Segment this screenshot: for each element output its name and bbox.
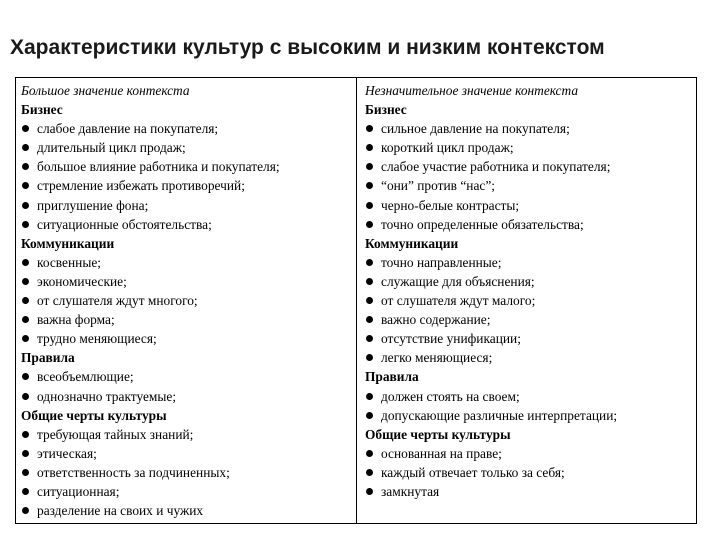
list-item-text: точно определенные обязательства;: [381, 216, 584, 232]
list-item-text: легко меняющиеся;: [381, 350, 493, 366]
list-item-text: требующая тайных знаний;: [37, 426, 194, 442]
list-item-text: короткий цикл продаж;: [381, 140, 514, 156]
bullet-list: [365, 119, 692, 234]
list-item: [21, 501, 352, 520]
list-item: [21, 482, 352, 501]
list-item-text: ответственность за подчиненных;: [37, 464, 230, 480]
bullet-list: [21, 367, 352, 405]
bullet-icon: [366, 354, 373, 361]
bullet-icon: [366, 278, 373, 285]
list-item-text: ситуационная;: [37, 483, 120, 499]
list-item-text: большое влияние работника и покупателя;: [37, 159, 280, 175]
list-item: [21, 310, 352, 329]
column-header: Незначительное значение контекста: [365, 83, 579, 98]
column-low-context: [357, 78, 696, 523]
bullet-list: [21, 425, 352, 520]
list-item-text: черно-белые контрасты;: [381, 197, 520, 213]
list-item: [365, 119, 692, 138]
bullet-icon: [366, 182, 373, 189]
bullet-icon: [366, 163, 373, 170]
list-item-text: служащие для объяснения;: [381, 273, 535, 289]
bullet-icon: [366, 297, 373, 304]
bullet-icon: [22, 393, 29, 400]
list-item-text: косвенные;: [37, 254, 101, 270]
list-item-text: отсутствие унификации;: [381, 331, 521, 347]
bullet-icon: [22, 182, 29, 189]
list-item: [21, 387, 352, 406]
column-high-context: [16, 78, 357, 523]
list-item-text: экономические;: [37, 273, 127, 289]
list-item-text: точно направленные;: [381, 254, 502, 270]
bullet-icon: [22, 297, 29, 304]
list-item-text: замкнутая: [381, 483, 440, 499]
list-item: [365, 387, 692, 406]
bullet-list: [365, 253, 692, 368]
section-title: Бизнес: [365, 102, 407, 118]
list-item: [21, 463, 352, 482]
list-item-text: однозначно трактуемые;: [37, 388, 177, 404]
list-item: [365, 138, 692, 157]
bullet-icon: [366, 202, 373, 209]
list-item: [21, 196, 352, 215]
bullet-icon: [366, 393, 373, 400]
bullet-icon: [22, 431, 29, 438]
list-item-text: разделение на своих и чужих: [37, 503, 204, 519]
bullet-icon: [366, 316, 373, 323]
list-item: [21, 176, 352, 195]
list-item-text: “они” против “нас”;: [381, 178, 495, 194]
list-item: [365, 272, 692, 291]
list-item-text: трудно меняющиеся;: [37, 331, 157, 347]
list-item-text: всеобъемлющие;: [37, 369, 134, 385]
list-item: [21, 138, 352, 157]
list-item: [365, 463, 692, 482]
list-item: [365, 253, 692, 272]
list-item-text: должен стоять на своем;: [381, 388, 520, 404]
bullet-icon: [366, 469, 373, 476]
bullet-icon: [366, 488, 373, 495]
list-item-text: стремление избежать противоречий;: [37, 178, 245, 194]
section-title: Общие черты культуры: [21, 407, 167, 423]
list-item: [365, 157, 692, 176]
list-item: [365, 444, 692, 463]
list-item: [365, 176, 692, 195]
section-title: Правила: [21, 350, 75, 366]
list-item: [21, 119, 352, 138]
list-item: [365, 196, 692, 215]
page-title: Характеристики культур с высоким и низким контекстом: [10, 36, 605, 59]
bullet-icon: [366, 412, 373, 419]
bullet-icon: [366, 450, 373, 457]
bullet-icon: [22, 373, 29, 380]
list-item: [21, 425, 352, 444]
bullet-list: [365, 444, 692, 501]
bullet-icon: [22, 202, 29, 209]
bullet-icon: [366, 125, 373, 132]
section-title: Коммуникации: [365, 235, 459, 251]
column-header: Большое значение контекста: [21, 83, 190, 98]
list-item: [365, 406, 692, 425]
bullet-icon: [22, 144, 29, 151]
list-item: [365, 291, 692, 310]
list-item: [21, 329, 352, 348]
bullet-list: [21, 119, 352, 234]
list-item: [21, 367, 352, 386]
list-item-text: ситуационные обстоятельства;: [37, 216, 212, 232]
list-item: [21, 444, 352, 463]
bullet-icon: [366, 144, 373, 151]
bullet-icon: [22, 469, 29, 476]
list-item-text: этическая;: [37, 445, 97, 461]
section-title: Бизнес: [21, 102, 63, 118]
list-item-text: слабое давление на покупателя;: [37, 121, 219, 137]
list-item-text: приглушение фона;: [37, 197, 149, 213]
list-item-text: сильное давление на покупателя;: [381, 121, 570, 137]
bullet-icon: [22, 125, 29, 132]
list-item: [365, 215, 692, 234]
bullet-icon: [22, 163, 29, 170]
bullet-icon: [22, 488, 29, 495]
list-item: [365, 329, 692, 348]
list-item-text: каждый отвечает только за себя;: [381, 464, 565, 480]
bullet-list: [21, 253, 352, 348]
list-item: [365, 310, 692, 329]
bullet-icon: [22, 221, 29, 228]
list-item: [21, 253, 352, 272]
bullet-icon: [22, 259, 29, 266]
list-item-text: основанная на праве;: [381, 445, 502, 461]
list-item: [21, 157, 352, 176]
list-item-text: важна форма;: [37, 312, 115, 328]
bullet-icon: [22, 335, 29, 342]
list-item-text: от слушателя ждут малого;: [381, 293, 536, 309]
section-title: Коммуникации: [21, 235, 115, 251]
bullet-icon: [22, 507, 29, 514]
comparison-table: [15, 77, 697, 524]
list-item-text: слабое участие работника и покупателя;: [381, 159, 611, 175]
bullet-icon: [22, 278, 29, 285]
list-item: [21, 215, 352, 234]
section-title: Общие черты культуры: [365, 426, 511, 442]
section-title: Правила: [365, 369, 419, 385]
bullet-icon: [366, 259, 373, 266]
list-item: [365, 348, 692, 367]
list-item-text: длительный цикл продаж;: [37, 140, 186, 156]
bullet-icon: [366, 221, 373, 228]
bullet-icon: [22, 450, 29, 457]
list-item-text: важно содержание;: [381, 312, 491, 328]
list-item-text: допускающие различные интерпретации;: [381, 407, 618, 423]
list-item: [21, 291, 352, 310]
bullet-icon: [366, 335, 373, 342]
list-item-text: от слушателя ждут многого;: [37, 293, 198, 309]
list-item: [21, 272, 352, 291]
bullet-icon: [22, 316, 29, 323]
bullet-list: [365, 387, 692, 425]
list-item: [365, 482, 692, 501]
